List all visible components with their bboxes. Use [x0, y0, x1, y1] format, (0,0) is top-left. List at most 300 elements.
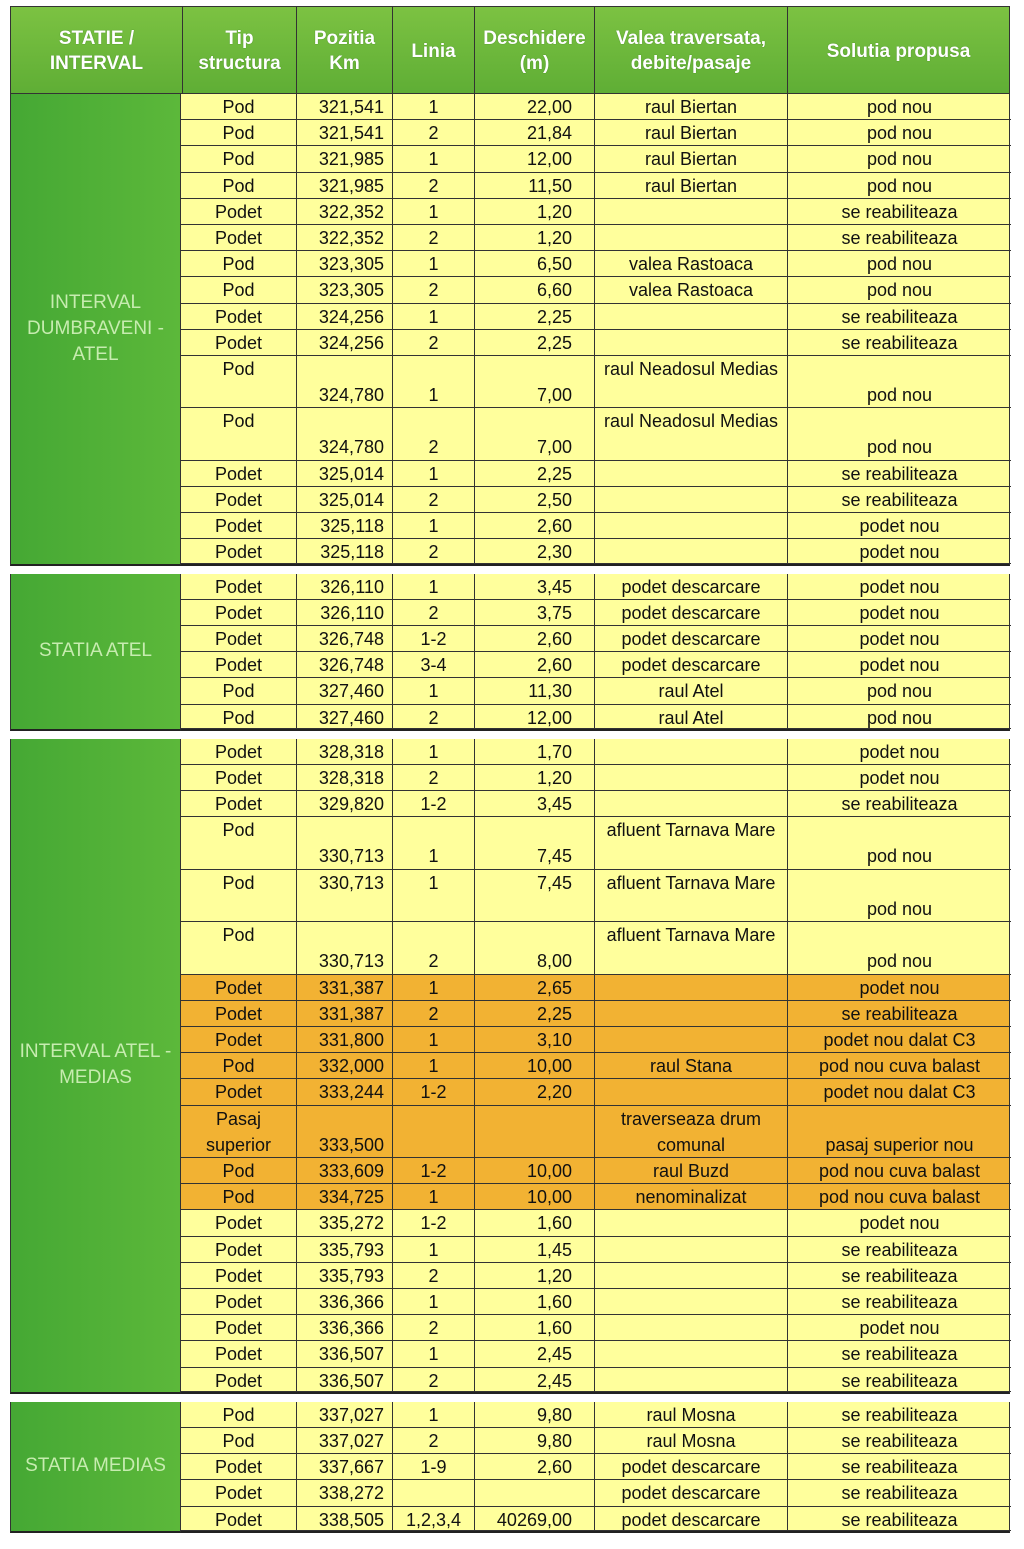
cell-pozitia: 334,725 [297, 1184, 393, 1210]
cell-linia: 1 [393, 94, 475, 120]
cell-tip: Podet [181, 1001, 297, 1027]
cell-valea: podet descarcare [595, 1480, 788, 1506]
cell-deschidere: 10,00 [475, 1053, 595, 1079]
cell-solutia: podet nou [788, 600, 1011, 626]
section-gap [10, 731, 1010, 739]
table-row [180, 975, 1010, 1001]
cell-pozitia: 321,541 [297, 94, 393, 120]
cell-valea [595, 1237, 788, 1263]
cell-solutia: se reabiliteaza [788, 1289, 1011, 1315]
cell-tip: Podet [181, 652, 297, 678]
cell-solutia: se reabiliteaza [788, 1368, 1011, 1392]
cell-linia: 1-9 [393, 1454, 475, 1480]
table-row [180, 225, 1010, 251]
cell-pozitia: 324,256 [297, 304, 393, 330]
cell-deschidere: 2,45 [475, 1341, 595, 1367]
cell-pozitia: 324,780 [297, 408, 393, 460]
cell-solutia: se reabiliteaza [788, 330, 1011, 356]
cell-tip: Podet [181, 626, 297, 652]
table-row [180, 539, 1010, 565]
cell-linia: 2 [393, 120, 475, 146]
cell-pozitia: 326,748 [297, 626, 393, 652]
cell-solutia: pod nou cuva balast [788, 1158, 1011, 1184]
table-row [180, 199, 1010, 225]
cell-pozitia: 325,118 [297, 539, 393, 563]
table-row [180, 1053, 1010, 1079]
cell-tip: Podet [181, 1315, 297, 1341]
section-gap [10, 1394, 1010, 1402]
cell-pozitia: 335,793 [297, 1237, 393, 1263]
cell-tip: Podet [181, 975, 297, 1001]
cell-tip: Podet [181, 1263, 297, 1289]
cell-tip: Pod [181, 173, 297, 199]
table-row [180, 1184, 1010, 1210]
cell-pozitia: 331,387 [297, 975, 393, 1001]
cell-pozitia: 323,305 [297, 251, 393, 277]
cell-tip: Pod [181, 1402, 297, 1428]
cell-tip: Podet [181, 461, 297, 487]
cell-valea [595, 513, 788, 539]
cell-solutia: se reabiliteaza [788, 1507, 1011, 1531]
cell-tip: Podet [181, 513, 297, 539]
cell-tip: Podet [181, 765, 297, 791]
cell-linia: 1-2 [393, 1079, 475, 1105]
cell-pozitia: 328,318 [297, 739, 393, 765]
cell-solutia: podet nou dalat C3 [788, 1027, 1011, 1053]
table-row [180, 626, 1010, 652]
cell-solutia: pod nou [788, 817, 1011, 869]
cell-tip: Podet [181, 487, 297, 513]
cell-linia: 1 [393, 1027, 475, 1053]
cell-deschidere: 1,60 [475, 1315, 595, 1341]
cell-deschidere [475, 1480, 595, 1506]
cell-valea: raul Biertan [595, 120, 788, 146]
cell-pozitia: 338,272 [297, 1480, 393, 1506]
cell-pozitia: 321,985 [297, 146, 393, 172]
cell-tip: Pod [181, 1053, 297, 1079]
cell-pozitia: 330,713 [297, 817, 393, 869]
table-row [180, 251, 1010, 277]
cell-linia [393, 1106, 475, 1158]
cell-linia: 3-4 [393, 652, 475, 678]
cell-valea [595, 1289, 788, 1315]
cell-solutia: se reabiliteaza [788, 1237, 1011, 1263]
cell-deschidere: 3,45 [475, 574, 595, 600]
cell-valea: podet descarcare [595, 626, 788, 652]
cell-deschidere: 10,00 [475, 1158, 595, 1184]
cell-valea [595, 330, 788, 356]
cell-deschidere [475, 1106, 595, 1158]
cell-linia: 2 [393, 922, 475, 974]
cell-pozitia: 327,460 [297, 705, 393, 729]
cell-valea: afluent Tarnava Mare [595, 817, 788, 869]
cell-linia: 1-2 [393, 791, 475, 817]
cell-valea: podet descarcare [595, 600, 788, 626]
cell-tip: Pod [181, 251, 297, 277]
cell-tip: Podet [181, 1289, 297, 1315]
table-row [180, 408, 1010, 460]
cell-solutia: se reabiliteaza [788, 1480, 1011, 1506]
cell-solutia: podet nou [788, 1210, 1011, 1236]
cell-tip: Pod [181, 922, 297, 974]
cell-valea [595, 199, 788, 225]
header-linia: Linia [393, 7, 475, 95]
cell-pozitia: 333,609 [297, 1158, 393, 1184]
cell-linia: 2 [393, 539, 475, 563]
cell-deschidere: 11,30 [475, 678, 595, 704]
cell-linia: 1,2,3,4 [393, 1507, 475, 1531]
table-row [180, 1289, 1010, 1315]
cell-linia: 1-2 [393, 626, 475, 652]
cell-tip: Pod [181, 408, 297, 460]
cell-tip: Pod [181, 705, 297, 729]
cell-tip: Pod [181, 1428, 297, 1454]
table-row [180, 120, 1010, 146]
cell-pozitia: 335,793 [297, 1263, 393, 1289]
cell-solutia: podet nou [788, 975, 1011, 1001]
cell-solutia: pod nou [788, 277, 1011, 303]
cell-solutia: se reabiliteaza [788, 199, 1011, 225]
cell-pozitia: 332,000 [297, 1053, 393, 1079]
cell-deschidere: 2,60 [475, 626, 595, 652]
cell-valea: raul Atel [595, 678, 788, 704]
cell-linia: 1 [393, 1237, 475, 1263]
table-row [180, 765, 1010, 791]
cell-deschidere: 1,20 [475, 1263, 595, 1289]
cell-solutia: se reabiliteaza [788, 304, 1011, 330]
cell-valea [595, 1079, 788, 1105]
cell-tip: Pod [181, 1184, 297, 1210]
cell-pozitia: 335,272 [297, 1210, 393, 1236]
cell-pozitia: 326,748 [297, 652, 393, 678]
cell-pozitia: 336,366 [297, 1289, 393, 1315]
cell-pozitia: 328,318 [297, 765, 393, 791]
cell-deschidere: 2,20 [475, 1079, 595, 1105]
cell-solutia: podet nou [788, 626, 1011, 652]
cell-tip: Podet [181, 304, 297, 330]
cell-tip: Podet [181, 739, 297, 765]
table-row [180, 600, 1010, 626]
cell-deschidere: 40269,00 [475, 1507, 595, 1531]
cell-solutia: pod nou [788, 870, 1011, 922]
cell-solutia: se reabiliteaza [788, 1402, 1011, 1428]
cell-tip: Podet [181, 791, 297, 817]
cell-valea [595, 225, 788, 251]
cell-deschidere: 1,60 [475, 1289, 595, 1315]
cell-solutia: pod nou cuva balast [788, 1184, 1011, 1210]
cell-tip: Pod [181, 277, 297, 303]
cell-tip: Podet [181, 539, 297, 563]
cell-tip: Podet [181, 600, 297, 626]
cell-tip: Podet [181, 1454, 297, 1480]
cell-deschidere: 2,25 [475, 330, 595, 356]
cell-tip: Pod [181, 678, 297, 704]
cell-linia: 2 [393, 173, 475, 199]
table-row [180, 277, 1010, 303]
cell-deschidere: 2,45 [475, 1368, 595, 1392]
cell-pozitia: 330,713 [297, 922, 393, 974]
cell-linia: 2 [393, 1315, 475, 1341]
cell-valea [595, 1315, 788, 1341]
group-label: INTERVAL ATEL - MEDIAS [10, 739, 180, 1394]
cell-valea [595, 765, 788, 791]
table-row [180, 705, 1010, 731]
cell-linia: 1 [393, 461, 475, 487]
cell-linia: 1 [393, 1184, 475, 1210]
cell-linia: 1 [393, 870, 475, 922]
cell-valea: podet descarcare [595, 1454, 788, 1480]
cell-valea: podet descarcare [595, 1507, 788, 1531]
cell-pozitia: 333,500 [297, 1106, 393, 1158]
cell-deschidere: 8,00 [475, 922, 595, 974]
cell-deschidere: 1,20 [475, 765, 595, 791]
cell-linia: 1 [393, 1341, 475, 1367]
cell-solutia: podet nou dalat C3 [788, 1079, 1011, 1105]
cell-valea [595, 487, 788, 513]
cell-linia: 2 [393, 1263, 475, 1289]
cell-tip: Podet [181, 1210, 297, 1236]
cell-linia: 2 [393, 330, 475, 356]
cell-linia: 1 [393, 513, 475, 539]
cell-pozitia: 323,305 [297, 277, 393, 303]
header-tip: Tip structura [183, 7, 297, 95]
cell-solutia: pod nou [788, 356, 1011, 408]
cell-pozitia: 338,505 [297, 1507, 393, 1531]
cell-deschidere: 7,00 [475, 356, 595, 408]
cell-tip: Pod [181, 146, 297, 172]
cell-linia: 2 [393, 277, 475, 303]
cell-deschidere: 10,00 [475, 1184, 595, 1210]
cell-deschidere: 12,00 [475, 146, 595, 172]
cell-deschidere: 6,60 [475, 277, 595, 303]
table-row [180, 1210, 1010, 1236]
cell-solutia: podet nou [788, 765, 1011, 791]
cell-valea [595, 1210, 788, 1236]
group-label: INTERVAL DUMBRAVENI - ATEL [10, 94, 180, 566]
cell-solutia: podet nou [788, 739, 1011, 765]
header-pozitia: Pozitia Km [297, 7, 393, 95]
cell-linia: 1 [393, 1053, 475, 1079]
cell-pozitia: 324,780 [297, 356, 393, 408]
cell-pozitia: 336,507 [297, 1368, 393, 1392]
table-row [180, 922, 1010, 974]
cell-solutia: se reabiliteaza [788, 225, 1011, 251]
cell-valea [595, 1341, 788, 1367]
cell-tip: Podet [181, 330, 297, 356]
cell-solutia: se reabiliteaza [788, 1263, 1011, 1289]
header-statie: STATIE / INTERVAL [11, 7, 183, 95]
cell-valea: raul Buzd [595, 1158, 788, 1184]
cell-valea [595, 304, 788, 330]
cell-pozitia: 321,985 [297, 173, 393, 199]
cell-deschidere: 1,20 [475, 199, 595, 225]
cell-linia: 1 [393, 199, 475, 225]
group-label: STATIA ATEL [10, 574, 180, 731]
cell-deschidere: 2,50 [475, 487, 595, 513]
cell-deschidere: 22,00 [475, 94, 595, 120]
cell-valea [595, 1001, 788, 1027]
table-row [180, 1158, 1010, 1184]
cell-linia: 1 [393, 739, 475, 765]
cell-valea [595, 791, 788, 817]
cell-deschidere: 11,50 [475, 173, 595, 199]
table-row [180, 1263, 1010, 1289]
table-row [180, 173, 1010, 199]
cell-valea: podet descarcare [595, 652, 788, 678]
table-row [180, 739, 1010, 765]
cell-valea: raul Stana [595, 1053, 788, 1079]
table-row [180, 1315, 1010, 1341]
cell-valea [595, 1263, 788, 1289]
cell-pozitia: 333,244 [297, 1079, 393, 1105]
cell-linia: 1 [393, 1289, 475, 1315]
section-gap [10, 566, 1010, 574]
cell-pozitia: 336,507 [297, 1341, 393, 1367]
table-row [180, 487, 1010, 513]
table-row [180, 1079, 1010, 1105]
cell-valea: afluent Tarnava Mare [595, 922, 788, 974]
group-label: STATIA MEDIAS [10, 1402, 180, 1533]
cell-linia: 2 [393, 487, 475, 513]
cell-valea: raul Neadosul Medias [595, 408, 788, 460]
cell-deschidere: 7,45 [475, 817, 595, 869]
cell-valea: raul Biertan [595, 173, 788, 199]
cell-linia: 1 [393, 975, 475, 1001]
cell-linia: 2 [393, 408, 475, 460]
cell-solutia: pod nou [788, 94, 1011, 120]
cell-deschidere: 3,10 [475, 1027, 595, 1053]
cell-deschidere: 12,00 [475, 705, 595, 729]
table-row [180, 1507, 1010, 1533]
cell-tip: Podet [181, 1368, 297, 1392]
table-row [180, 1237, 1010, 1263]
cell-solutia: pasaj superior nou [788, 1106, 1011, 1158]
cell-tip: Pasaj superior [181, 1106, 297, 1158]
cell-solutia: podet nou [788, 1315, 1011, 1341]
cell-solutia: pod nou [788, 146, 1011, 172]
cell-solutia: se reabiliteaza [788, 1001, 1011, 1027]
cell-deschidere: 1,20 [475, 225, 595, 251]
cell-pozitia: 336,366 [297, 1315, 393, 1341]
table-row [180, 1341, 1010, 1367]
cell-valea: raul Mosna [595, 1428, 788, 1454]
cell-linia: 1 [393, 356, 475, 408]
cell-pozitia: 321,541 [297, 120, 393, 146]
table-row [180, 574, 1010, 600]
cell-solutia: pod nou [788, 251, 1011, 277]
cell-solutia: podet nou [788, 513, 1011, 539]
cell-linia: 1 [393, 304, 475, 330]
cell-tip: Podet [181, 574, 297, 600]
header-valea: Valea traversata, debite/pasaje [595, 7, 788, 95]
cell-deschidere: 2,60 [475, 652, 595, 678]
cell-tip: Pod [181, 356, 297, 408]
cell-linia: 1 [393, 678, 475, 704]
table-row [180, 461, 1010, 487]
cell-pozitia: 322,352 [297, 199, 393, 225]
cell-solutia: podet nou [788, 574, 1011, 600]
cell-solutia: pod nou [788, 678, 1011, 704]
cell-pozitia: 329,820 [297, 791, 393, 817]
cell-pozitia: 330,713 [297, 870, 393, 922]
cell-pozitia: 327,460 [297, 678, 393, 704]
cell-linia: 2 [393, 1368, 475, 1392]
table-row [180, 1428, 1010, 1454]
cell-tip: Pod [181, 94, 297, 120]
cell-valea: raul Biertan [595, 94, 788, 120]
cell-deschidere: 2,25 [475, 1001, 595, 1027]
cell-linia: 1 [393, 1402, 475, 1428]
table-header [10, 6, 1010, 94]
cell-valea [595, 1027, 788, 1053]
cell-valea: raul Neadosul Medias [595, 356, 788, 408]
cell-deschidere: 21,84 [475, 120, 595, 146]
cell-solutia: pod nou [788, 173, 1011, 199]
cell-pozitia: 325,014 [297, 487, 393, 513]
cell-valea [595, 461, 788, 487]
cell-deschidere: 9,80 [475, 1428, 595, 1454]
cell-solutia: pod nou cuva balast [788, 1053, 1011, 1079]
cell-solutia: se reabiliteaza [788, 1454, 1011, 1480]
cell-tip: Podet [181, 1507, 297, 1531]
cell-solutia: pod nou [788, 922, 1011, 974]
cell-linia: 1-2 [393, 1210, 475, 1236]
cell-tip: Pod [181, 870, 297, 922]
table-row [180, 1402, 1010, 1428]
cell-tip: Podet [181, 1237, 297, 1263]
cell-deschidere: 2,65 [475, 975, 595, 1001]
cell-linia: 2 [393, 225, 475, 251]
cell-valea: traverseaza drum comunal [595, 1106, 788, 1158]
cell-deschidere: 6,50 [475, 251, 595, 277]
cell-solutia: se reabiliteaza [788, 791, 1011, 817]
header-deschidere: Deschidere (m) [475, 7, 595, 95]
cell-deschidere: 2,60 [475, 1454, 595, 1480]
cell-solutia: pod nou [788, 705, 1011, 729]
cell-valea [595, 739, 788, 765]
cell-pozitia: 337,027 [297, 1402, 393, 1428]
cell-valea: raul Mosna [595, 1402, 788, 1428]
cell-tip: Pod [181, 120, 297, 146]
cell-pozitia: 331,387 [297, 1001, 393, 1027]
cell-deschidere: 2,25 [475, 461, 595, 487]
cell-pozitia: 337,667 [297, 1454, 393, 1480]
cell-deschidere: 2,30 [475, 539, 595, 563]
cell-deschidere: 7,45 [475, 870, 595, 922]
cell-solutia: se reabiliteaza [788, 1428, 1011, 1454]
cell-valea: afluent Tarnava Mare [595, 870, 788, 922]
table-row [180, 652, 1010, 678]
table-row [180, 817, 1010, 869]
cell-pozitia: 331,800 [297, 1027, 393, 1053]
cell-tip: Pod [181, 817, 297, 869]
table-row [180, 330, 1010, 356]
cell-valea: raul Biertan [595, 146, 788, 172]
cell-linia: 2 [393, 1001, 475, 1027]
cell-pozitia: 326,110 [297, 574, 393, 600]
cell-pozitia: 322,352 [297, 225, 393, 251]
cell-solutia: se reabiliteaza [788, 461, 1011, 487]
header-solutia: Solutia propusa [826, 40, 971, 62]
cell-linia: 1 [393, 146, 475, 172]
cell-valea [595, 975, 788, 1001]
cell-deschidere: 3,75 [475, 600, 595, 626]
cell-tip: Podet [181, 225, 297, 251]
cell-solutia: podet nou [788, 539, 1011, 563]
cell-linia: 2 [393, 600, 475, 626]
table-row [180, 356, 1010, 408]
table-row [180, 513, 1010, 539]
